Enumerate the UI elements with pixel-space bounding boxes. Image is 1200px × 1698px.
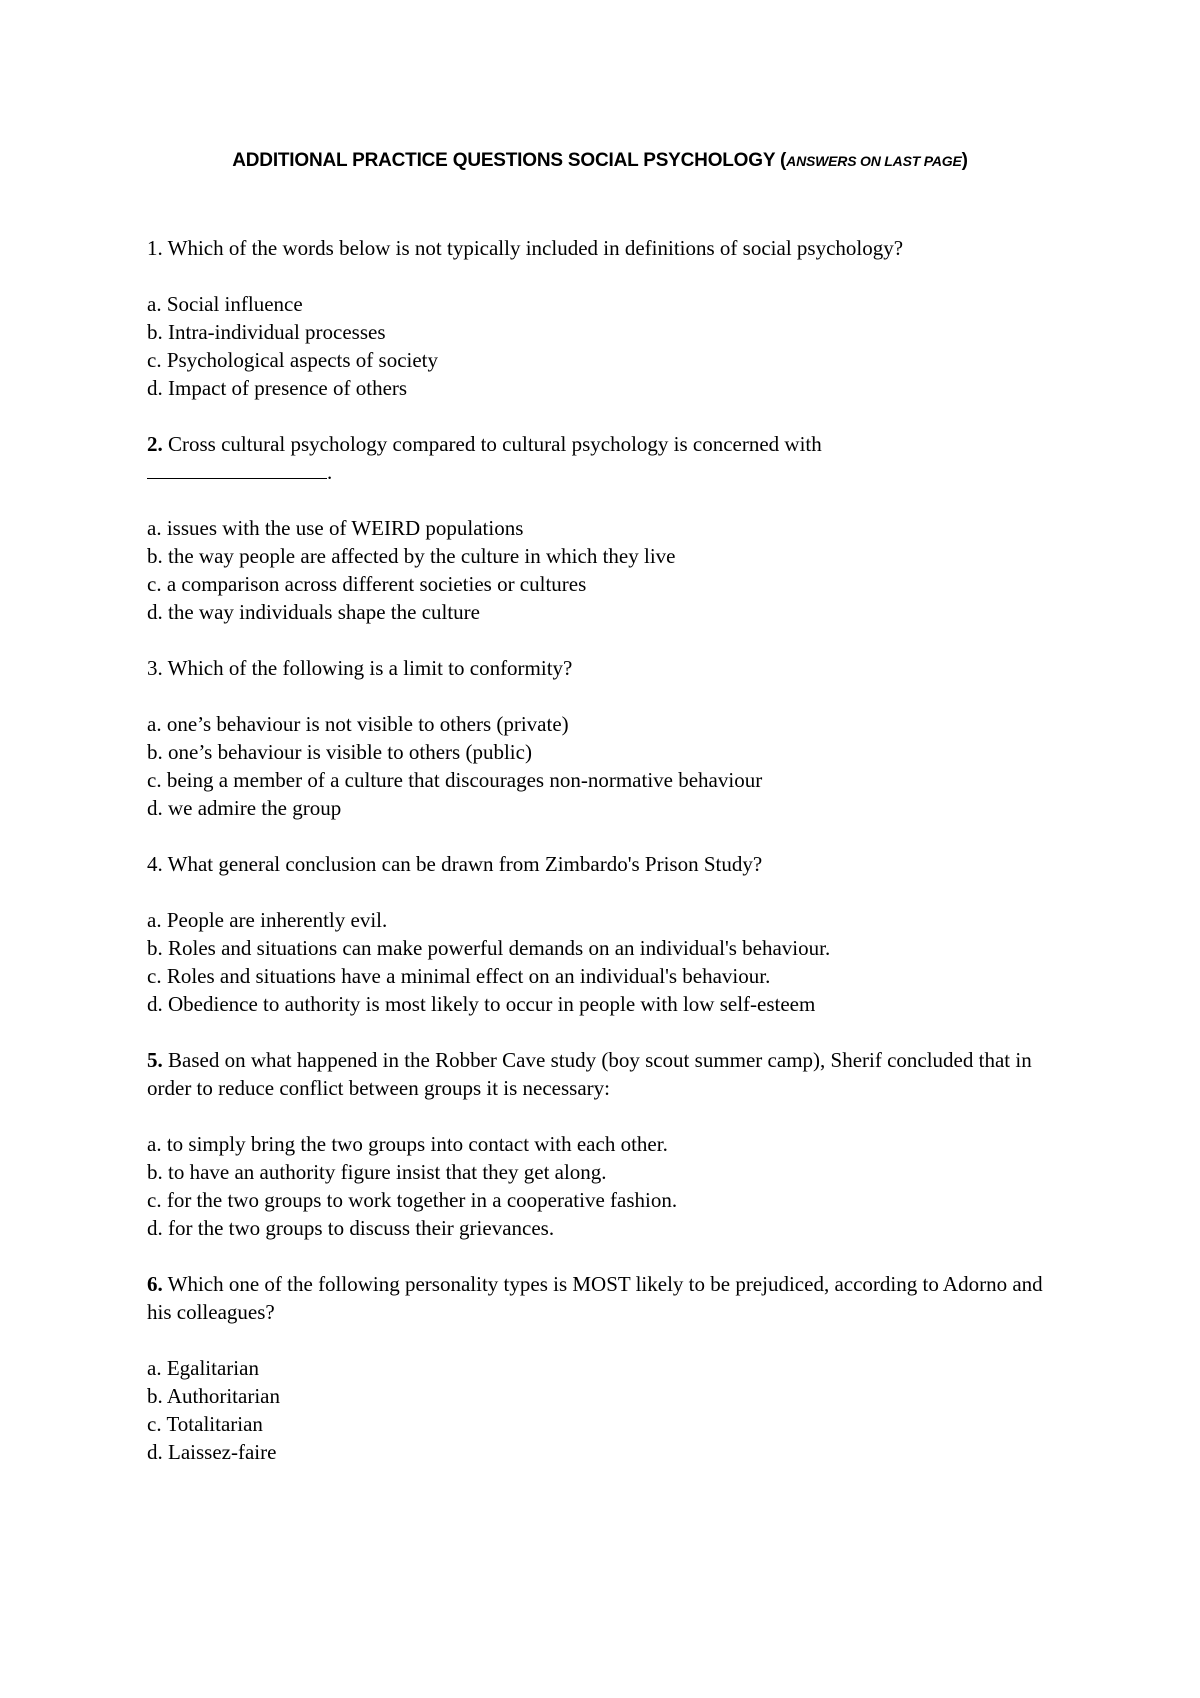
option-a: a. Egalitarian xyxy=(147,1356,259,1380)
question-4 xyxy=(147,850,1067,1018)
question-number: 1. xyxy=(147,236,163,260)
title-main: ADDITIONAL PRACTICE QUESTIONS SOCIAL PSYCHOLOGY ( xyxy=(232,150,787,171)
option-list xyxy=(147,290,1067,402)
page-title xyxy=(0,150,1200,172)
option-list xyxy=(147,1354,1067,1466)
question-stem xyxy=(147,430,1067,486)
question-text: Cross cultural psychology compared to cultural psychology is concerned with xyxy=(162,432,822,456)
option-b: b. one’s behaviour is visible to others (public) xyxy=(147,740,532,764)
question-stem xyxy=(147,850,1067,878)
option-list xyxy=(147,514,1067,626)
option-list xyxy=(147,1130,1067,1242)
option-c: c. Psychological aspects of society xyxy=(147,348,439,372)
option-d: d. we admire the group xyxy=(147,796,342,820)
option-c: c. Roles and situations have a minimal effect on an individual's behaviour. xyxy=(147,964,771,988)
option-list xyxy=(147,906,1067,1018)
option-list xyxy=(147,710,1067,822)
option-d: d. for the two groups to discuss their grievances. xyxy=(147,1216,555,1240)
option-c: c. being a member of a culture that discourages non-normative behaviour xyxy=(147,768,763,792)
option-b: b. Intra-individual processes xyxy=(147,320,386,344)
option-c: c. Totalitarian xyxy=(147,1412,263,1436)
question-5 xyxy=(147,1046,1067,1242)
question-number: 5. xyxy=(147,1048,163,1072)
option-b: b. Authoritarian xyxy=(147,1384,280,1408)
option-b: b. to have an authority figure insist that they get along. xyxy=(147,1160,607,1184)
option-c: c. a comparison across different societies or cultures xyxy=(147,572,587,596)
option-a: a. issues with the use of WEIRD populations xyxy=(147,516,524,540)
option-d: d. Obedience to authority is most likely to occur in people with low self-esteem xyxy=(147,992,816,1016)
title-close: ) xyxy=(961,150,968,171)
option-d: d. the way individuals shape the culture xyxy=(147,600,480,624)
question-number: 2. xyxy=(147,432,163,456)
question-number: 4. xyxy=(147,852,163,876)
question-list xyxy=(147,234,1067,1494)
answer-blank xyxy=(147,460,327,479)
question-text: Which one of the following personality types is MOST likely to be prejudiced, according to Adorno and his colleagues? xyxy=(147,1272,1043,1324)
question-number: 6. xyxy=(147,1272,163,1296)
question-stem xyxy=(147,1046,1067,1102)
blank-suffix: . xyxy=(327,460,333,484)
option-b: b. the way people are affected by the culture in which they live xyxy=(147,544,676,568)
question-text: Based on what happened in the Robber Cave study (boy scout summer camp), Sherif concluded that in order to reduce conflict between groups it is necessary: xyxy=(147,1048,1032,1100)
question-3 xyxy=(147,654,1067,822)
question-text: Which of the words below is not typically included in definitions of social psychology? xyxy=(162,236,904,260)
question-stem xyxy=(147,234,1067,262)
question-text: Which of the following is a limit to conformity? xyxy=(162,656,573,680)
question-stem xyxy=(147,654,1067,682)
question-stem xyxy=(147,1270,1067,1326)
question-6 xyxy=(147,1270,1067,1466)
question-2 xyxy=(147,430,1067,626)
option-a: a. Social influence xyxy=(147,292,303,316)
option-a: a. to simply bring the two groups into contact with each other. xyxy=(147,1132,668,1156)
question-text: What general conclusion can be drawn from Zimbardo's Prison Study? xyxy=(162,852,763,876)
question-1 xyxy=(147,234,1067,402)
option-d: d. Impact of presence of others xyxy=(147,376,408,400)
title-note: ANSWERS ON LAST PAGE xyxy=(786,153,962,169)
option-a: a. one’s behaviour is not visible to others (private) xyxy=(147,712,569,736)
option-b: b. Roles and situations can make powerful demands on an individual's behaviour. xyxy=(147,936,831,960)
question-number: 3. xyxy=(147,656,163,680)
option-c: c. for the two groups to work together in a cooperative fashion. xyxy=(147,1188,678,1212)
option-d: d. Laissez-faire xyxy=(147,1440,277,1464)
option-a: a. People are inherently evil. xyxy=(147,908,388,932)
